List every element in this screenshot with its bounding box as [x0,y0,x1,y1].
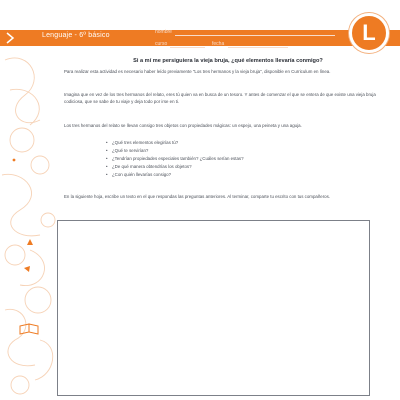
band-arrow-icon [5,32,15,44]
date-field[interactable] [228,47,288,48]
question-item: • ¿Tendrían propiedades especiales también? ¿Cuáles serían estas? [112,155,352,163]
scenario-paragraph: Imagina que en vez de los tres hermanos del relato, eres tú quien va en busca de un tesoro. Y antes de comenzar el que se entera de que existe una vieja bruja codiciosa, que se sabe de tu viaje y deja todo por irse en ti. [64,92,376,104]
question-list [112,139,352,179]
name-field[interactable] [175,35,335,36]
question-item: • ¿Qué te servirían? [112,147,352,155]
question-item: • ¿Con quién llevarías consigo? [112,171,352,179]
question-item: • ¿Qué tres elementos elegirías tú? [112,139,352,147]
badge-letter: L [362,20,376,45]
book-icon [20,324,38,334]
date-label: fecha [212,41,225,47]
subject-label: Lenguaje - 6º básico [42,32,110,39]
answer-writing-box[interactable] [57,220,370,396]
question-item: • ¿De qué manera obtendrías los objetos? [112,163,352,171]
instruction-paragraph: En la siguiente hoja, escribe un texto en el que respondas las preguntas anteriores. Al terminar, comparte tu escrito con tus compañeros. [64,194,331,199]
course-field[interactable] [170,47,205,48]
course-label: curso [155,41,168,47]
name-label: nombre [155,29,172,35]
objects-paragraph: Los tres hermanos del relato se llevan consigo tres objetos con propiedades mágicas: un espejo, una peineta y una aguja. [64,123,302,128]
activity-title: Si a mí me persiguiera la vieja bruja, ¿qué elementos llevaría conmigo? [133,58,323,64]
subject-badge [349,13,389,53]
intro-paragraph: Para realizar esta actividad es necesario haber leído previamente "Los tres hermanos y la vieja bruja", disponible en Curriculum en línea. [64,69,331,74]
